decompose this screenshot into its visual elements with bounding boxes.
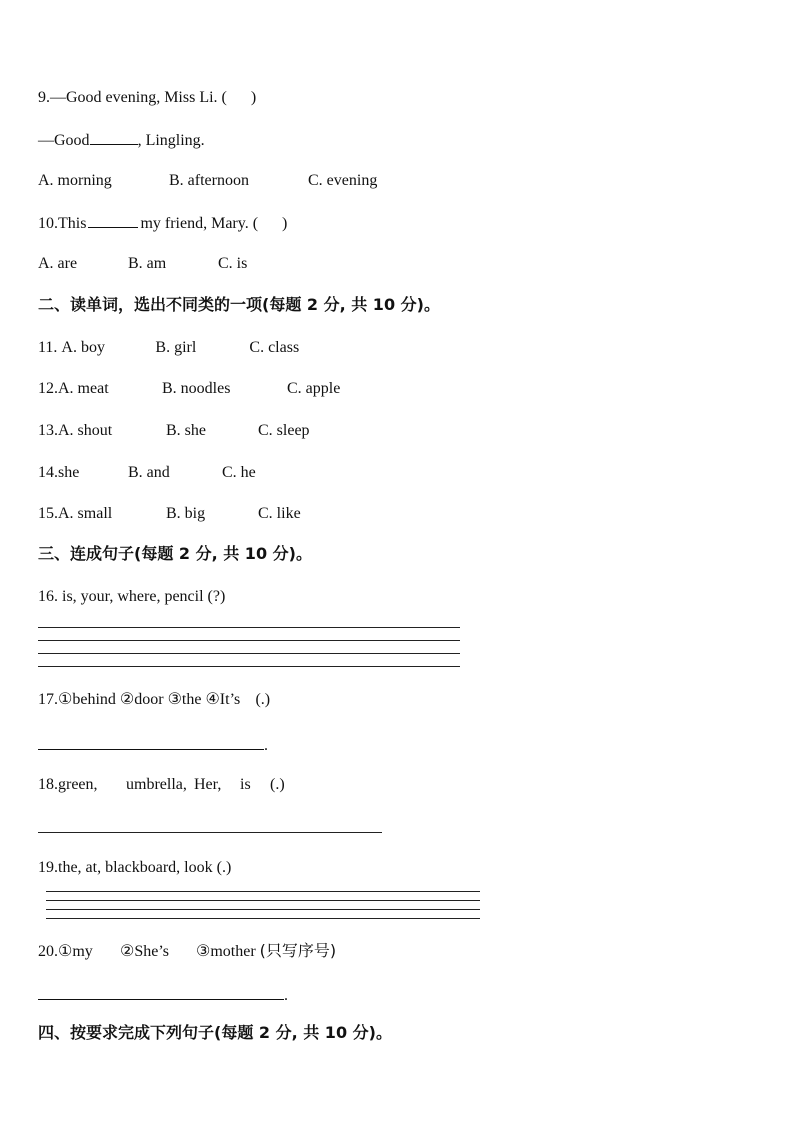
q19-writing-line-2[interactable] (46, 900, 480, 901)
q10-option-c[interactable]: C. is (218, 255, 248, 272)
q16-writing-line-1[interactable] (38, 627, 460, 628)
q20-prompt (38, 941, 336, 962)
q10-answer-blank[interactable] (88, 213, 138, 228)
q9-options (38, 171, 377, 191)
q14-option-b[interactable]: B. and (128, 464, 170, 481)
q9-option-c[interactable]: C. evening (308, 172, 378, 189)
q10-option-a[interactable]: A. are (38, 255, 78, 272)
q19-writing-line-3[interactable] (46, 909, 480, 910)
q11-option-a[interactable]: A. boy (61, 339, 105, 356)
q20-period: . (284, 987, 288, 1004)
q16-prompt: 16. is, your, where, pencil (?) (38, 588, 226, 605)
q16-writing-line-4[interactable] (38, 666, 460, 667)
q15-option-a[interactable]: A. small (58, 505, 113, 522)
q19-writing-line-4[interactable] (46, 918, 480, 919)
q18-answer-line[interactable] (38, 832, 382, 833)
q15-num: 15. (38, 505, 58, 522)
q17-num: 17. (38, 691, 58, 708)
q13-option-c[interactable]: C. sleep (258, 422, 310, 439)
q20-word-2: ②She’s (120, 943, 170, 960)
q13-option-b[interactable]: B. she (166, 422, 206, 439)
q20-note: (只写序号) (259, 941, 337, 960)
q9-reply (38, 130, 205, 151)
q20-answer (38, 985, 288, 1006)
q17-end-mark: (.) (255, 691, 271, 708)
q14-num: 14. (38, 464, 58, 481)
q12-option-c[interactable]: C. apple (287, 380, 341, 397)
q17-period: . (264, 737, 268, 754)
q15 (38, 504, 301, 524)
q18-end-mark: (.) (270, 776, 285, 793)
q20-word-1: ①my (58, 943, 93, 960)
q18-word-2: umbrella, (126, 776, 187, 793)
q20-answer-line[interactable] (38, 985, 284, 1000)
q19-writing-line-1[interactable] (46, 891, 480, 892)
q9-reply-post: , Lingling. (137, 132, 205, 149)
q20-word-3: ③mother (196, 943, 256, 960)
q10-options (38, 254, 247, 274)
q14-option-a[interactable]: she (58, 464, 80, 481)
q13 (38, 421, 310, 441)
q13-option-a[interactable]: A. shout (58, 422, 113, 439)
q14-option-c[interactable]: C. he (222, 464, 256, 481)
q11-option-c[interactable]: C. class (249, 339, 300, 356)
q10-stem (38, 213, 287, 234)
q10-option-b[interactable]: B. am (128, 255, 167, 272)
q19-prompt: 19.the, at, blackboard, look (.) (38, 859, 232, 876)
q11-num: 11. (38, 339, 58, 356)
q11 (38, 338, 299, 358)
q16-writing-line-3[interactable] (38, 653, 460, 654)
q17-prompt (38, 690, 270, 710)
q15-option-c[interactable]: C. like (258, 505, 301, 522)
q17-word-4: ④It’s (205, 691, 241, 708)
section-4-heading: 四、按要求完成下列句子(每题 2 分, 共 10 分)。 (38, 1023, 392, 1042)
q9-reply-pre: —Good (38, 132, 90, 149)
q10-pre: 10.This (38, 215, 87, 232)
q13-num: 13. (38, 422, 58, 439)
q12-num: 12. (38, 380, 58, 397)
section-2-heading: 二、读单词，选出不同类的一项(每题 2 分, 共 10 分)。 (38, 295, 440, 314)
q14 (38, 463, 256, 483)
q17-word-1: ①behind (58, 691, 116, 708)
q18-prompt (38, 775, 285, 795)
q11-option-b[interactable]: B. girl (155, 339, 197, 356)
q16-writing-line-2[interactable] (38, 640, 460, 641)
q17-answer-line[interactable] (38, 735, 264, 750)
q9-stem: 9.—Good evening, Miss Li. ( ) (38, 89, 257, 106)
q12-option-b[interactable]: B. noodles (162, 380, 231, 397)
q9-option-a[interactable]: A. morning (38, 172, 112, 189)
q9-option-b[interactable]: B. afternoon (169, 172, 249, 189)
q18-num: 18. (38, 776, 58, 793)
q17-answer (38, 735, 268, 756)
q18-word-3: Her, (194, 776, 222, 793)
q17-word-2: ②door (119, 691, 164, 708)
q17-word-3: ③the (167, 691, 202, 708)
q12-option-a[interactable]: A. meat (58, 380, 109, 397)
q9-answer-blank[interactable] (90, 130, 138, 145)
q18-word-1: green, (58, 776, 98, 793)
q18-word-4: is (240, 776, 251, 793)
q10-post: my friend, Mary. ( ) (140, 215, 288, 232)
section-3-heading: 三、连成句子(每题 2 分, 共 10 分)。 (38, 544, 312, 563)
q20-num: 20. (38, 943, 58, 960)
q12 (38, 379, 340, 399)
q15-option-b[interactable]: B. big (166, 505, 206, 522)
